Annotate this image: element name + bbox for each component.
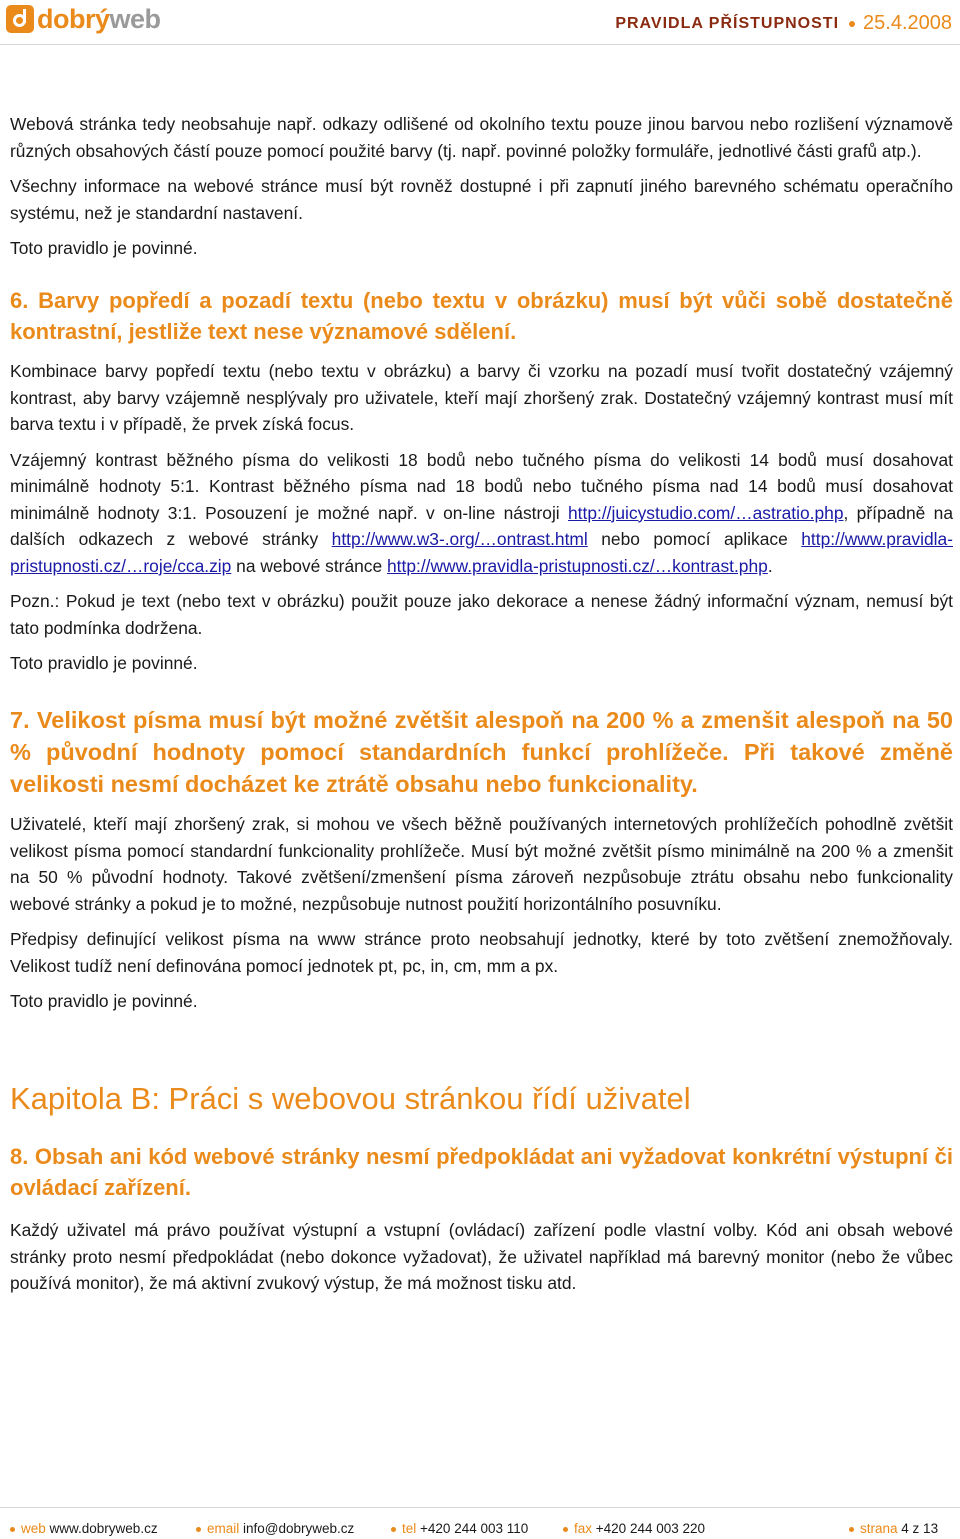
bullet-icon bbox=[196, 1527, 201, 1532]
document-title: PRAVIDLA PŘÍSTUPNOSTI bbox=[615, 14, 840, 32]
bullet-icon bbox=[10, 1527, 15, 1532]
rule-8-heading: 8. Obsah ani kód webové stránky nesmí předpokládat ani vyžadovat konkrétní výstupní či ovládací zařízení. bbox=[10, 1144, 953, 1200]
bullet-icon bbox=[849, 1527, 854, 1532]
page-footer bbox=[0, 1515, 960, 1539]
paragraph: Uživatelé, kteří mají zhoršený zrak, si mohou ve všech běžně používaných internetových prohlížečích pohodlně zvětšit velikost písma pomocí standardní funkcionality prohlížeče. Musí být možné zvětšit písmo minimálně na 200 % a zmenšit na 50 % původní hodnoty. Takové zvětšení/zmenšení písma zároveň nezpůsobuje ztrátu obsahu nebo funkcionality webové stránky a pokud je to možné, nezpůsobuje nutnost použití horizontálního posuvníku. bbox=[10, 814, 953, 914]
paragraph: Webová stránka tedy neobsahuje např. odkazy odlišené od okolního textu pouze jinou barvou nebo rozlišení významově různých obsahových částí pouze pomocí použité barvy (tj. např. povinné položky formuláře, jednotlivé části grafů atp.). bbox=[10, 114, 953, 161]
paragraph: Kombinace barvy popředí textu (nebo textu v obrázku) a barvy či vzorku na pozadí musí tvořit dostatečný vzájemný kontrast, aby barvy vzájemně nesplývaly pro uživatele, kteří mají zhoršený zrak. Dostatečný vzájemný kontrast musí mít barva textu i v případě, že prvek získá focus. bbox=[10, 361, 953, 434]
footer-tel: tel +420 244 003 110 bbox=[391, 1521, 528, 1536]
footer-web: web www.dobryweb.cz bbox=[10, 1521, 158, 1536]
document-body bbox=[10, 111, 953, 1297]
header-info bbox=[615, 12, 952, 35]
footer-email: email info@dobryweb.cz bbox=[196, 1521, 354, 1536]
mandatory-note: Toto pravidlo je povinné. bbox=[10, 991, 198, 1011]
footer-page: strana 4 z 13 bbox=[849, 1521, 938, 1536]
bullet-icon bbox=[849, 21, 855, 27]
footer-fax: fax +420 244 003 220 bbox=[563, 1521, 705, 1536]
footer-web-link[interactable]: www.dobryweb.cz bbox=[49, 1521, 158, 1536]
footer-divider bbox=[0, 1507, 960, 1508]
paragraph: Předpisy definující velikost písma na www stránce proto neobsahují jednotky, které by toto zvětšení znemožňovaly. Velikost tudíž není definována pomocí jednotek pt, pc, in, cm, mm a px. bbox=[10, 929, 953, 976]
chapter-heading: Kapitola B: Práci s webovou stránkou řídí uživatel bbox=[10, 1081, 691, 1116]
link-cca-zip[interactable]: http://www.pravidla-pristupnosti.cz/…roje/cca.zip bbox=[10, 529, 953, 576]
paragraph-contrast: Vzájemný kontrast běžného písma do velikosti 18 bodů nebo tučného písma do velikosti 14 bodů musí dosahovat minimálně hodnoty 5:1. Kontrast běžného písma nad 18 bodů nebo tučného písma nad 14 bodů musí dosahovat minimálně hodnoty 3:1. Posouzení je možné např. v on-line nástroji http://juicystudio.com/…astratio.php, případně na dalších odkazech z webové stránky http://www.w3-.org/…ontrast.html nebo pomocí aplikace http://www.pravidla-pristupnosti.cz/…roje/cca.zip na webové stránce http://www.pravidla-pristupnosti.cz/…kontrast.php. bbox=[10, 449, 953, 576]
logo-icon bbox=[6, 5, 34, 33]
paragraph: Všechny informace na webové stránce musí být rovněž dostupné i při zapnutí jiného barevného schématu operačního systému, než je standardní nastavení. bbox=[10, 176, 953, 223]
link-juicystudio[interactable]: http://juicystudio.com/…astratio.php bbox=[568, 502, 844, 523]
header-divider bbox=[0, 44, 960, 45]
link-w3[interactable]: http://www.w3-.org/…ontrast.html bbox=[331, 529, 588, 549]
footer-email-link[interactable]: info@dobryweb.cz bbox=[243, 1521, 355, 1536]
logo-text: dobrýweb bbox=[37, 4, 161, 34]
page-header bbox=[0, 0, 960, 46]
bullet-icon bbox=[563, 1527, 568, 1532]
logo[interactable] bbox=[6, 3, 161, 35]
paragraph-note: Pozn.: Pokud je text (nebo text v obrázku) použit pouze jako dekorace a nenese žádný informační význam, nemusí být tato podmínka dodržena. bbox=[10, 591, 953, 638]
rule-7-heading: 7. Velikost písma musí být možné zvětšit alespoň na 200 % a zmenšit alespoň na 50 % původní hodnoty pomocí standardních funkcí prohlížeče. Při takové změně velikosti nesmí docházet ke ztrátě obsahu nebo funkcionality. bbox=[10, 707, 953, 797]
bullet-icon bbox=[391, 1527, 396, 1532]
mandatory-note: Toto pravidlo je povinné. bbox=[10, 653, 198, 673]
document-date: 25.4.2008 bbox=[863, 12, 952, 34]
rule-6-heading: 6. Barvy popředí a pozadí textu (nebo textu v obrázku) musí být vůči sobě dostatečně kontrastní, jestliže text nese významové sdělení. bbox=[10, 288, 953, 344]
paragraph: Každý uživatel má právo používat výstupní a vstupní (ovládací) zařízení podle vlastní volby. Kód ani obsah webové stránky proto nesmí předpokládat (nebo dokonce vyžadovat), že uživatel například má barevný monitor (nebo že vůbec používá monitor), že má aktivní zvukový výstup, že má možnost tisku atd. bbox=[10, 1220, 953, 1293]
mandatory-note: Toto pravidlo je povinné. bbox=[10, 238, 198, 258]
link-kontrast[interactable]: http://www.pravidla-pristupnosti.cz/…kontrast.php bbox=[387, 555, 768, 576]
